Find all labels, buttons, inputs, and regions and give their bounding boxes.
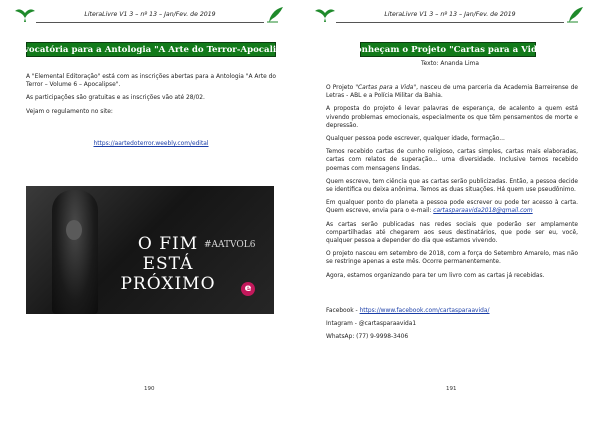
page-number: 190 xyxy=(144,386,155,392)
poster-line-3: PRÓXIMO xyxy=(120,274,216,294)
running-title: LiteraLivre V1 3 – nº 13 – Jan/Fev. de 2019 xyxy=(84,11,216,18)
body-paragraph: Qualquer pessoa pode escrever, qualquer idade, formação... xyxy=(326,136,505,143)
body-paragraph: O projeto nasceu em setembro de 2018, com a força do Setembro Amarelo, mas não se restringe apenas a este mês. Ocorre permanentemente. xyxy=(326,251,578,266)
body-paragraph: A "Elemental Editoração" está com as inscrições abertas para a Antologia "A Arte do Terror – Volume 6 – Apocalipse". xyxy=(26,74,276,89)
body-paragraph: A proposta do projeto é levar palavras de esperança, de acalento a quem está vivendo problemas emocionais, especialmente os que têm pensamentos de morte e depressão. xyxy=(326,106,578,129)
facebook-link[interactable]: https://www.facebook.com/cartasparaavida/ xyxy=(359,308,490,314)
header-rule xyxy=(36,22,264,23)
project-name: "Cartas para a Vida" xyxy=(355,85,417,91)
contacts xyxy=(326,307,578,347)
publisher-logo-icon: e xyxy=(241,282,255,296)
facebook-line xyxy=(326,307,578,315)
body-paragraph: Vejam o regulamento no site: xyxy=(26,108,113,115)
running-title: LiteraLivre V1 3 – nº 13 – Jan/Fev. de 2019 xyxy=(384,11,516,18)
edital-link[interactable]: https://aartedoterror.weebly.com/edital xyxy=(93,141,209,147)
left-link-row xyxy=(26,140,276,148)
page-header xyxy=(14,6,286,26)
poster-line-2: ESTÁ xyxy=(142,254,194,274)
poster-face xyxy=(66,220,82,240)
poster-line-1: O FIM xyxy=(137,234,199,254)
right-body xyxy=(326,84,578,285)
left-body xyxy=(26,73,276,121)
quill-pen-icon xyxy=(564,6,586,24)
poster-image xyxy=(26,186,274,314)
body-paragraph xyxy=(326,84,578,100)
right-banner-title: Conheçam o Projeto "Cartas para a Vida" xyxy=(360,42,536,57)
instagram-line: Intagram - @cartasparaavida1 xyxy=(326,321,417,328)
body-paragraph: Temos recebido cartas de cunho religioso, cartas simples, cartas mais elaboradas, cartas com relatos de superação... uma diversidade. Inclusive temos recebido poemas com mensagens lindas. xyxy=(326,149,578,172)
body-paragraph: Quem escreve, tem ciência que as cartas serão publicizadas. Então, a pessoa decide se identifica ou deixa anônima. Temos as duas situações. Há quem use pseudônimo. xyxy=(326,178,578,194)
poster-figure xyxy=(52,190,98,314)
intro-text: O Projeto xyxy=(326,85,356,91)
whatsapp-line: WhatsAp: (77) 9-9998-3406 xyxy=(326,334,409,341)
body-paragraph: Agora, estamos organizando para ter um livro com as cartas já recebidas. xyxy=(326,272,545,279)
page-header xyxy=(314,6,586,26)
facebook-label: Facebook - xyxy=(326,308,360,314)
byline: Texto: Ananda Lima xyxy=(421,61,479,67)
poster-hashtag: #AATVOL6 xyxy=(204,240,256,250)
email-link[interactable]: cartasparaavida2018@gmail.com xyxy=(433,208,533,215)
body-paragraph: As participações são gratuitas e as inscrições vão até 28/02. xyxy=(26,95,205,102)
header-rule xyxy=(336,22,564,23)
body-paragraph: As cartas serão publicadas nas redes sociais que poderão ser amplamente compartilhadas até chegarem aos seus destinatários, que pode ser eu, você, qualquer pessoa a depender do dia que estamos vivendo. xyxy=(326,221,578,245)
page-number: 191 xyxy=(446,386,457,392)
email-intro: Em qualquer ponto do planeta a pessoa pode escrever ou pode ter acesso à carta. Quem escreve, envia para o e-mail: xyxy=(326,200,578,215)
intro-text-rest: , nasceu de uma parceria da Academia Barreirense de Letras - ABL e a Polícia Militar da Bahia. xyxy=(326,85,578,100)
quill-pen-icon xyxy=(264,6,286,24)
body-paragraph xyxy=(326,199,578,215)
left-banner-title: Convocatória para a Antologia "A Arte do Terror-Apocalipse" xyxy=(26,42,276,57)
